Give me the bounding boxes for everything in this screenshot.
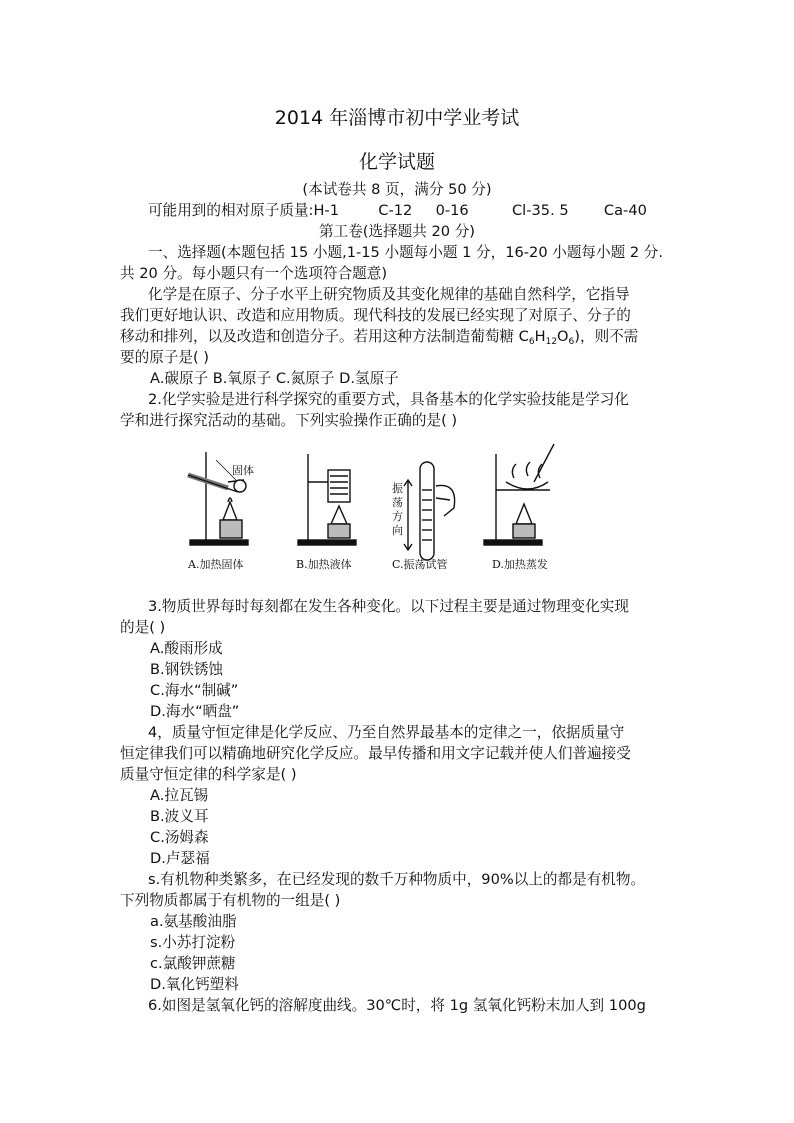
q1-line-2: 我们更好地认识、改造和应用物质。现代科技的发展已经实现了对原子、分子的 (120, 307, 631, 324)
q5-option-c: c.氯酸钾蔗糖 (150, 955, 236, 972)
lab-apparatus-figure (168, 440, 608, 580)
apparatus-b (298, 454, 356, 545)
q4-option-c: C.汤姆森 (150, 829, 209, 846)
q4-option-d: D.卢瑟福 (150, 850, 210, 867)
q1-line-3-tail: )，则不需 (574, 328, 639, 345)
formula-h: H (534, 328, 546, 345)
q4-line-2: 恒定律我们可以精确地研究化学反应。最早传播和用文字记载并使人们普遍接受 (120, 745, 631, 762)
page-title: 2014 年淄博市初中学业考试 (274, 107, 520, 129)
q1-line-3-text: 移动和排列，以及改造和创造分子。若用这种方法制造葡萄糖 C (120, 328, 529, 345)
q3-line-1: 3.物质世界每时每刻都在发生各种变化。以下过程主要是通过物理变化实现 (148, 598, 629, 615)
q5-option-b: s.小苏打淀粉 (150, 934, 236, 951)
q1-line-4: 要的原子是( ) (120, 349, 209, 366)
formula-o: O (557, 328, 569, 345)
caption-b: B.加热液体 (296, 558, 352, 571)
caption-c: C.振荡试管 (392, 558, 448, 571)
atomic-masses-label: 可能用到的相对原子质量:H-1 (148, 202, 339, 219)
q3-line-2: 的是( ) (120, 619, 166, 636)
formula-sub-6a: 6 (528, 337, 535, 347)
solid-label: 固体 (232, 464, 254, 477)
q4-option-b: B.波义耳 (150, 808, 209, 825)
section-heading: 第工卷(选择题共 20 分) (319, 223, 475, 240)
q5-line-2: 下列物质都属于有机物的一组是( ) (120, 892, 341, 909)
instructions-line-2: 共 20 分。每小题只有一个选项符合题意) (120, 265, 388, 282)
q2-line-1: 2.化学实验是进行科学探究的重要方式，具备基本的化学实验技能是学习化 (148, 391, 629, 408)
apparatus-d (484, 444, 554, 545)
shake-label-4: 向 (392, 524, 403, 537)
instructions-line-1: 一、选择题(本题包括 15 小题,1-15 小题每小题 1 分，16-20 小题每小题 2 分. (148, 244, 664, 261)
q5-line-1: s.有机物种类繁多，在已经发现的数千万种物质中，90%以上的都是有机物。 (148, 871, 646, 888)
formula-sub-6b: 6 (568, 337, 575, 347)
caption-d: D.加热蒸发 (492, 558, 548, 571)
q3-option-c: C.海水“制碱” (150, 682, 239, 699)
q3-option-d: D.海水“晒盘” (150, 703, 240, 720)
q4-option-a: A.拉瓦锡 (150, 787, 209, 804)
shake-label-3: 方 (392, 510, 403, 523)
apparatus-c (404, 462, 455, 560)
q4-line-1: 4，质量守恒定律是化学反应、乃至自然界最基本的定律之一，依据质量守 (148, 724, 625, 741)
q5-option-d: D.氧化钙塑料 (150, 976, 239, 993)
shake-label-1: 振 (392, 482, 403, 495)
q4-line-3: 质量守恒定律的科学家是( ) (120, 766, 297, 783)
page-subtitle: 化学试题 (358, 151, 435, 173)
atomic-mass-o: 0-16 (435, 202, 469, 219)
paper-info: (本试卷共 8 页，满分 50 分) (302, 181, 492, 198)
q1-line-1: 化学是在原子、分子水平上研究物质及其变化规律的基础自然科学，它指导 (148, 286, 630, 303)
atomic-mass-ca: Ca-40 (603, 202, 647, 219)
q6-line-1: 6.如图是氢氧化钙的溶解度曲线。30℃时，将 1g 氢氧化钙粉末加人到 100g (148, 997, 646, 1014)
caption-a: A.加热固体 (188, 558, 244, 571)
shake-label-2: 荡 (392, 496, 403, 509)
atomic-mass-c: C-12 (378, 202, 413, 219)
formula-sub-12: 12 (545, 337, 558, 347)
q5-option-a: a.氨基酸油脂 (150, 913, 237, 930)
q3-option-b: B.钢铁锈蚀 (150, 661, 224, 678)
q2-line-2: 学和进行探究活动的基础。下列实验操作正确的是( ) (120, 412, 458, 429)
q3-option-a: A.酸雨形成 (150, 640, 223, 657)
q1-options: A.碳原子 B.氧原子 C.氮原子 D.氢原子 (150, 370, 399, 387)
atomic-masses (148, 201, 647, 221)
atomic-mass-cl: Cl-35. 5 (511, 202, 569, 219)
